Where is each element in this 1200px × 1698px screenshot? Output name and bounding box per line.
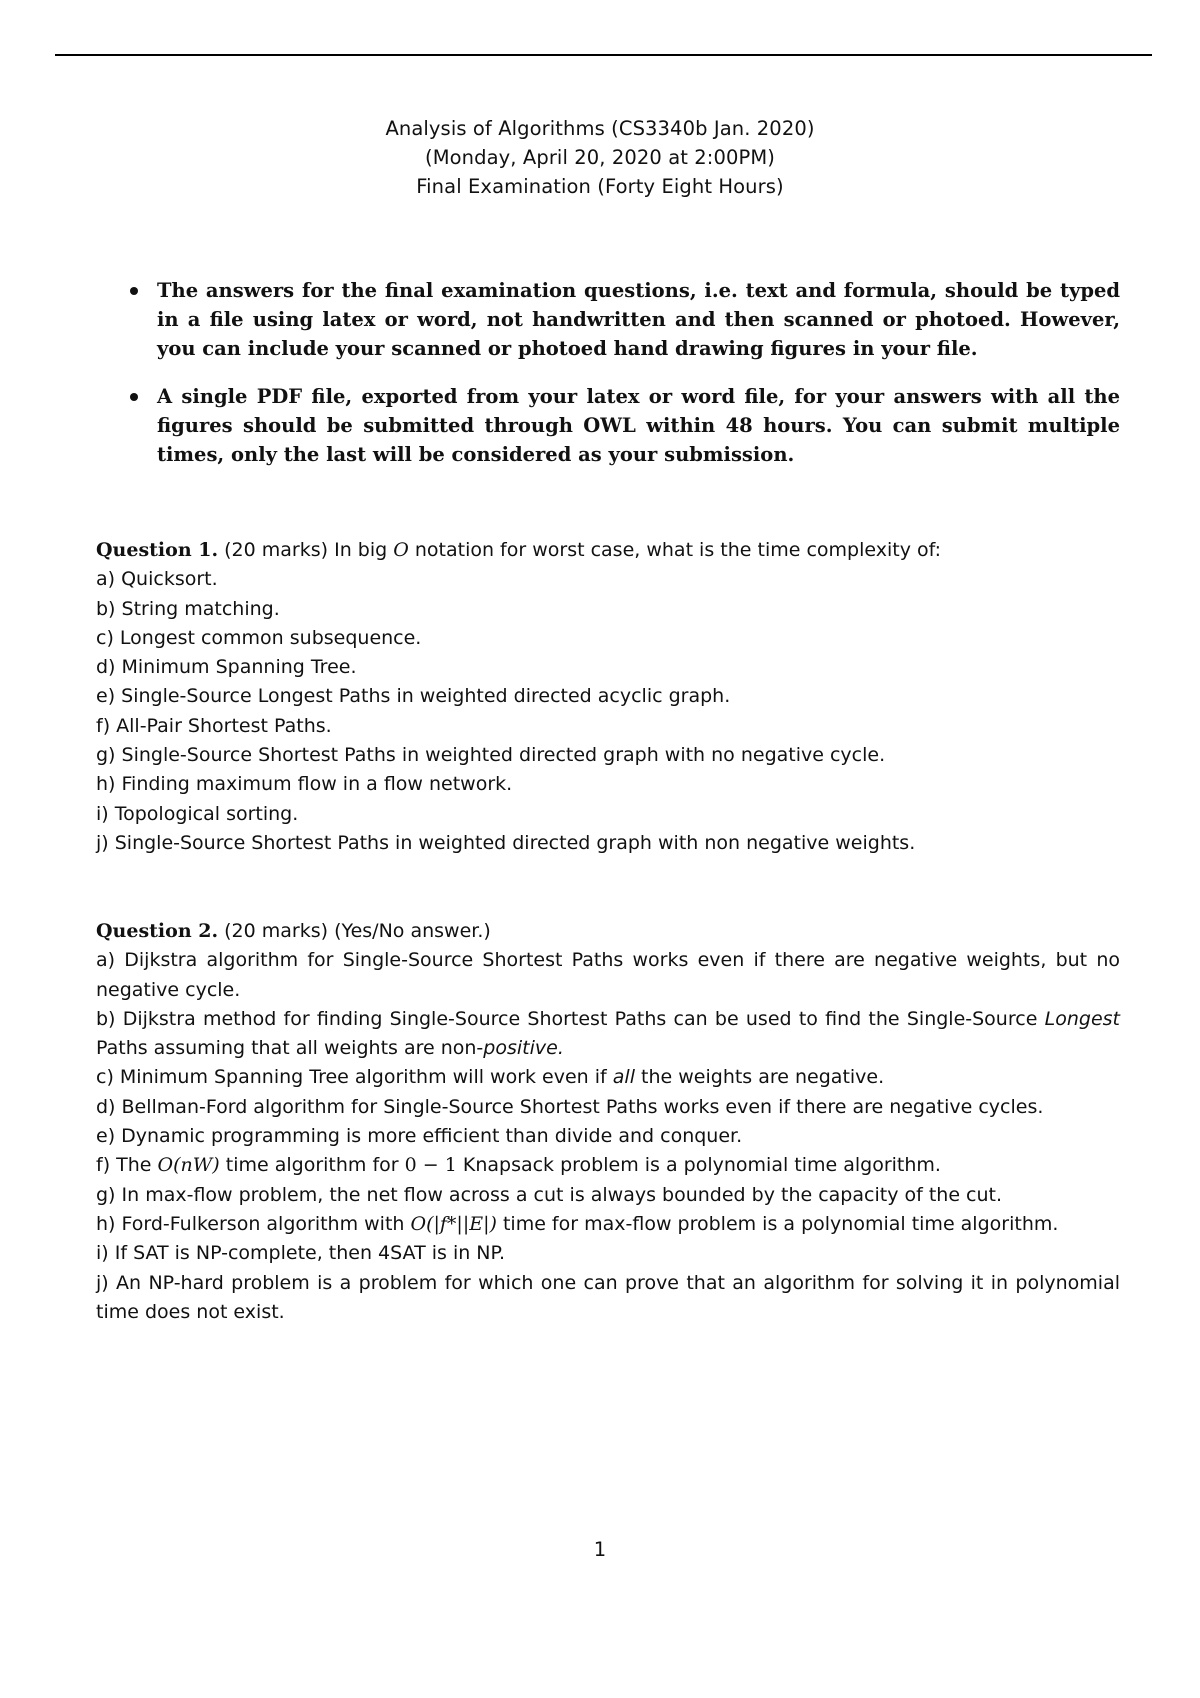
exam-date: (Monday, April 20, 2020 at 2:00PM) [425, 146, 775, 169]
question-2-item: i) If SAT is NP-complete, then 4SAT is in NP. [96, 1242, 506, 1265]
question-1-item: d) Minimum Spanning Tree. [96, 656, 357, 679]
question-2-item: g) In max-flow problem, the net flow across a cut is always bounded by the capacity of the cut. [96, 1183, 1003, 1206]
question-1-item: c) Longest common subsequence. [96, 626, 422, 649]
exam-title: Final Examination (Forty Eight Hours) [416, 175, 784, 198]
question-1-marks: (20 marks) [224, 539, 329, 561]
question-2-item: j) An NP-hard problem is a problem for which one can prove that an algorithm for solving it in polynomial time does not exist. [96, 1271, 1120, 1323]
question-2-marks: (20 marks) [224, 920, 329, 942]
instruction-item [130, 276, 1120, 363]
question-2-item: a) Dijkstra algorithm for Single-Source Shortest Paths works even if there are negative weights, but no negative cycle. [96, 949, 1120, 1001]
question-2-item: d) Bellman-Ford algorithm for Single-Source Shortest Paths works even if there are negative cycles. [96, 1095, 1044, 1118]
question-1 [96, 536, 1120, 858]
question-2-prompt: Question 2. (20 marks) (Yes/No answer.) [96, 920, 491, 942]
instruction-text: A single PDF file, exported from your latex or word file, for your answers with all the figures should be submitted through OWL within 48 hours. You can submit multiple times, only the last will be considered as your submission. [157, 385, 1120, 466]
question-1-item: i) Topological sorting. [96, 802, 299, 825]
question-2-label: Question 2. [96, 920, 219, 942]
question-1-prompt: Question 1. (20 marks) In big O notation for worst case, what is the time complexity of: [96, 539, 942, 561]
question-1-item: e) Single-Source Longest Paths in weighted directed acyclic graph. [96, 685, 731, 708]
page-number: 1 [593, 1538, 607, 1561]
instructions-list [130, 276, 1120, 488]
question-1-item: a) Quicksort. [96, 568, 218, 591]
question-2-item: h) Ford-Fulkerson algorithm with O(|f*||E|) time for max-flow problem is a polynomial time algorithm. [96, 1212, 1059, 1235]
bullet-icon [130, 393, 138, 401]
question-1-item: g) Single-Source Shortest Paths in weighted directed graph with no negative cycle. [96, 744, 886, 767]
question-2-item: f) The O(nW) time algorithm for 0 − 1 Knapsack problem is a polynomial time algorithm. [96, 1154, 941, 1177]
question-1-item: f) All-Pair Shortest Paths. [96, 714, 332, 737]
question-1-item: j) Single-Source Shortest Paths in weighted directed graph with non negative weights. [96, 831, 916, 854]
question-1-item: h) Finding maximum flow in a flow network. [96, 773, 513, 796]
question-1-label: Question 1. [96, 539, 219, 561]
question-2 [96, 917, 1120, 1327]
instruction-text: The answers for the final examination questions, i.e. text and formula, should be typed in a file using latex or word, not handwritten and then scanned or photoed. However, you can include your scanned or photoed hand drawing figures in your file. [157, 279, 1120, 360]
question-1-item: b) String matching. [96, 597, 280, 620]
top-rule [55, 54, 1152, 56]
instruction-item [130, 382, 1120, 469]
bullet-icon [130, 287, 138, 295]
question-2-item: c) Minimum Spanning Tree algorithm will work even if all the weights are negative. [96, 1066, 885, 1089]
question-2-item: e) Dynamic programming is more efficient than divide and conquer. [96, 1125, 743, 1148]
course-title: Analysis of Algorithms (CS3340b Jan. 2020) [385, 117, 815, 140]
question-2-item: b) Dijkstra method for finding Single-Source Shortest Paths can be used to find the Single-Source Longest Paths assuming that all weights are non-positive. [96, 1007, 1120, 1060]
exam-header [0, 114, 1200, 201]
